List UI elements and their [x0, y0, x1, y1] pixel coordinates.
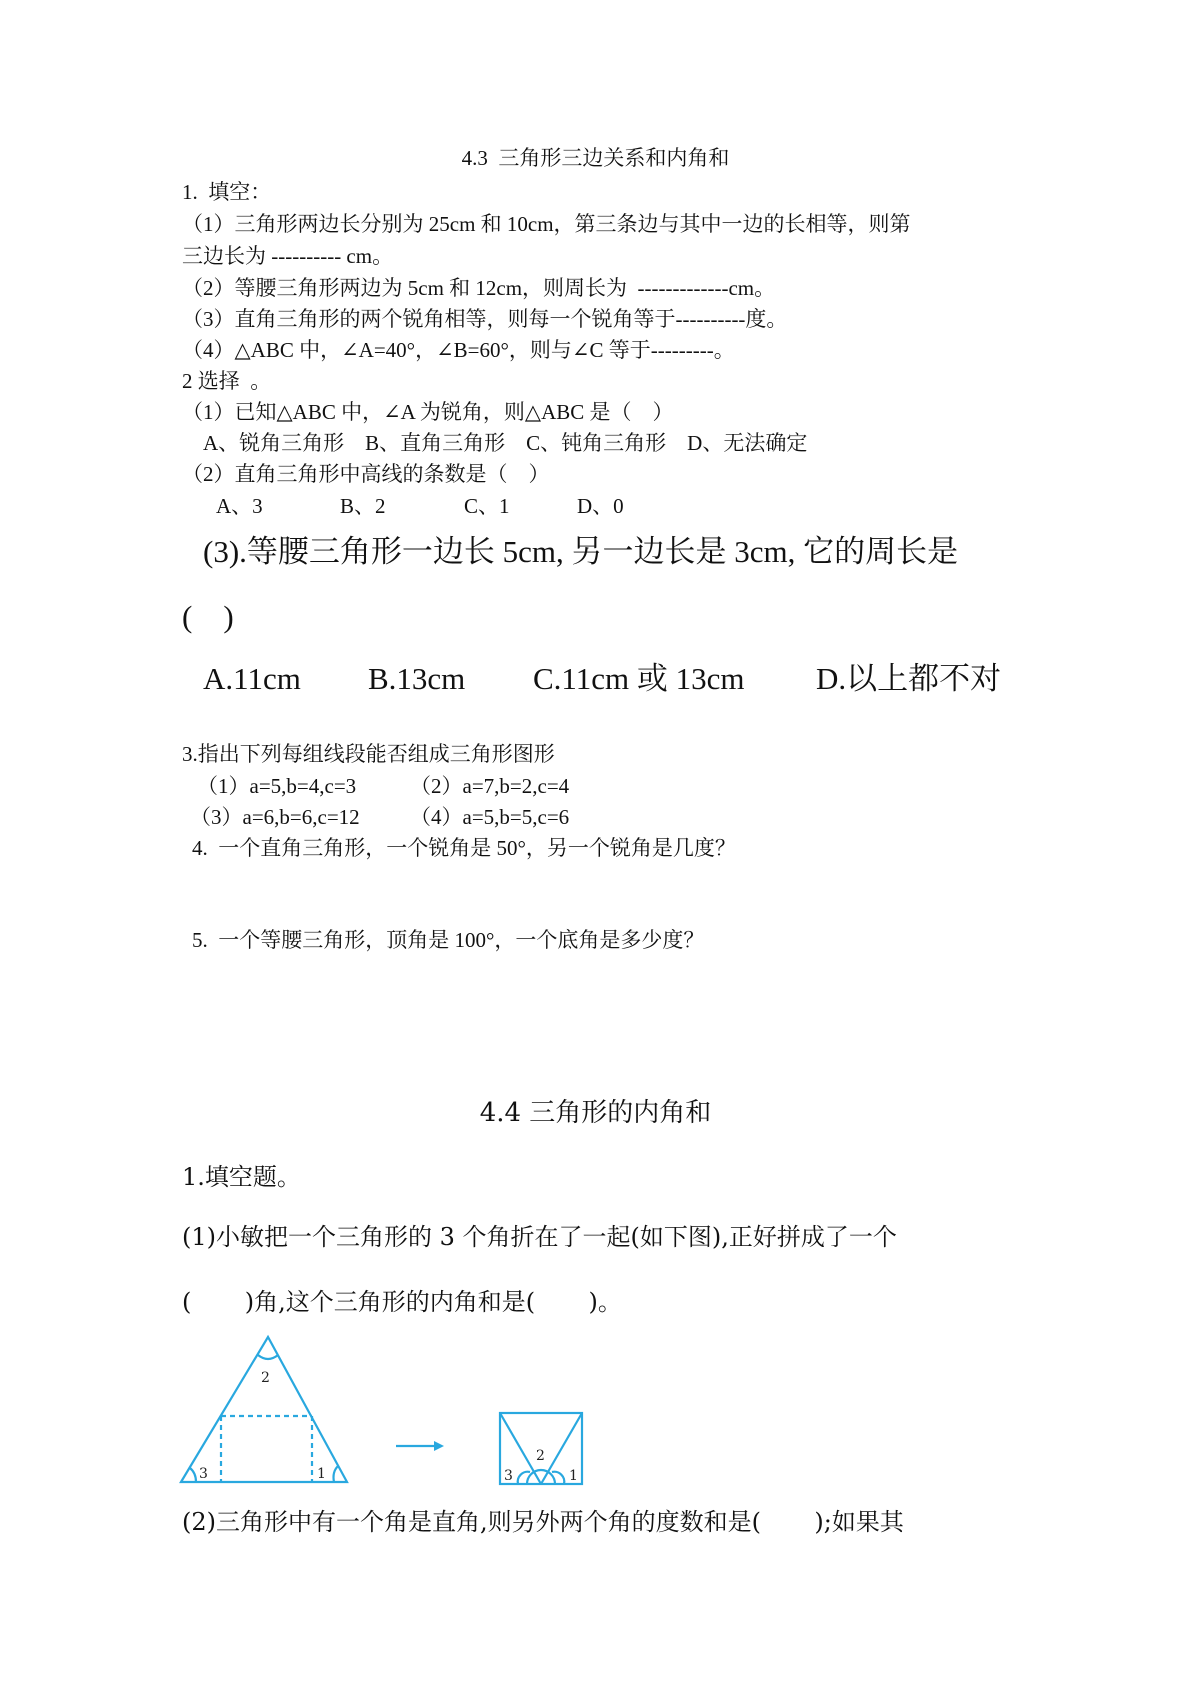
folded-triangle-figure: [178, 1330, 598, 1490]
angle-1-label: 1: [317, 1466, 326, 1482]
section-44-title: 4.4 三角形的内角和: [479, 1098, 712, 1128]
q4-question: 4. 一个直角三角形，一个锐角是 50°，另一个锐角是几度？: [192, 836, 736, 860]
q3-item-3: （3）a=6,b=6,c=12: [190, 805, 360, 829]
q2-sub2-option-b: B、2: [340, 494, 386, 518]
q3-item-1: （1）a=5,b=4,c=3: [197, 774, 357, 798]
s44-item1-line1: (1)小敏把一个三角形的 3 个角折在了一起(如下图),正好拼成了一个: [182, 1223, 897, 1251]
q5-question: 5. 一个等腰三角形，顶角是 100°，一个底角是多少度？: [192, 928, 705, 952]
q1-heading: 1. 填空：: [182, 180, 272, 204]
q3-item-2: （2）a=7,b=2,c=4: [410, 774, 570, 798]
q3-item-4: （4）a=5,b=5,c=6: [410, 805, 570, 829]
q1-item-3: （3）直角三角形的两个锐角相等，则每一个锐角等于----------度。: [182, 307, 788, 331]
q3-heading: 3.指出下列每组线段能否组成三角形图形: [182, 742, 555, 766]
triangle-diagram: [181, 1337, 347, 1482]
s44-item2-line1: (2)三角形中有一个角是直角,则另外两个角的度数和是( );如果其: [182, 1508, 904, 1536]
rect-angle-2-label: 2: [536, 1448, 545, 1464]
rect-angle-3-label: 3: [504, 1468, 513, 1484]
q2-sub3-option-c: C.11cm 或 13cm: [533, 661, 745, 696]
q1-item-1-line2: 三边长为 ---------- cm。: [182, 244, 394, 268]
q2-heading: 2 选择 。: [182, 369, 272, 393]
rect-angle-1-label: 1: [569, 1468, 578, 1484]
angle-3-label: 3: [199, 1466, 208, 1482]
q2-sub3-option-d: D.以上都不对: [816, 661, 1002, 696]
q2-sub3-option-a: A.11cm: [203, 661, 301, 696]
q2-sub2-option-d: D、0: [577, 494, 624, 518]
angle-2-label: 2: [261, 1370, 270, 1386]
q2-sub3-option-b: B.13cm: [368, 661, 466, 696]
q2-sub3-blank: ( ): [182, 599, 234, 634]
q2-sub3-question: (3).等腰三角形一边长 5cm, 另一边长是 3cm, 它的周长是: [203, 534, 959, 569]
q2-sub1-question: （1）已知△ABC 中，∠A 为锐角，则△ABC 是（ ）: [182, 400, 674, 424]
q1-item-4: （4）△ABC 中，∠A=40°，∠B=60°，则与∠C 等于---------。: [182, 338, 735, 362]
s44-item1-line2: ( )角,这个三角形的内角和是( )。: [182, 1288, 622, 1316]
q1-item-2: （2）等腰三角形两边为 5cm 和 12cm，则周长为 -------------cm。: [182, 276, 776, 300]
right-arrow-icon: [396, 1441, 444, 1451]
q1-item-1-line1: （1）三角形两边长分别为 25cm 和 10cm，第三条边与其中一边的长相等，则第: [182, 212, 911, 236]
q2-sub2-option-a: A、3: [216, 494, 263, 518]
q2-sub2-question: （2）直角三角形中高线的条数是（ ）: [182, 462, 550, 486]
section-43-title: 4.3 三角形三边关系和内角和: [461, 146, 730, 170]
q2-sub2-option-c: C、1: [464, 494, 510, 518]
q2-sub1-options: A、锐角三角形 B、直角三角形 C、钝角三角形 D、无法确定: [203, 431, 808, 455]
s44-q1-heading: 1.填空题。: [182, 1163, 301, 1191]
